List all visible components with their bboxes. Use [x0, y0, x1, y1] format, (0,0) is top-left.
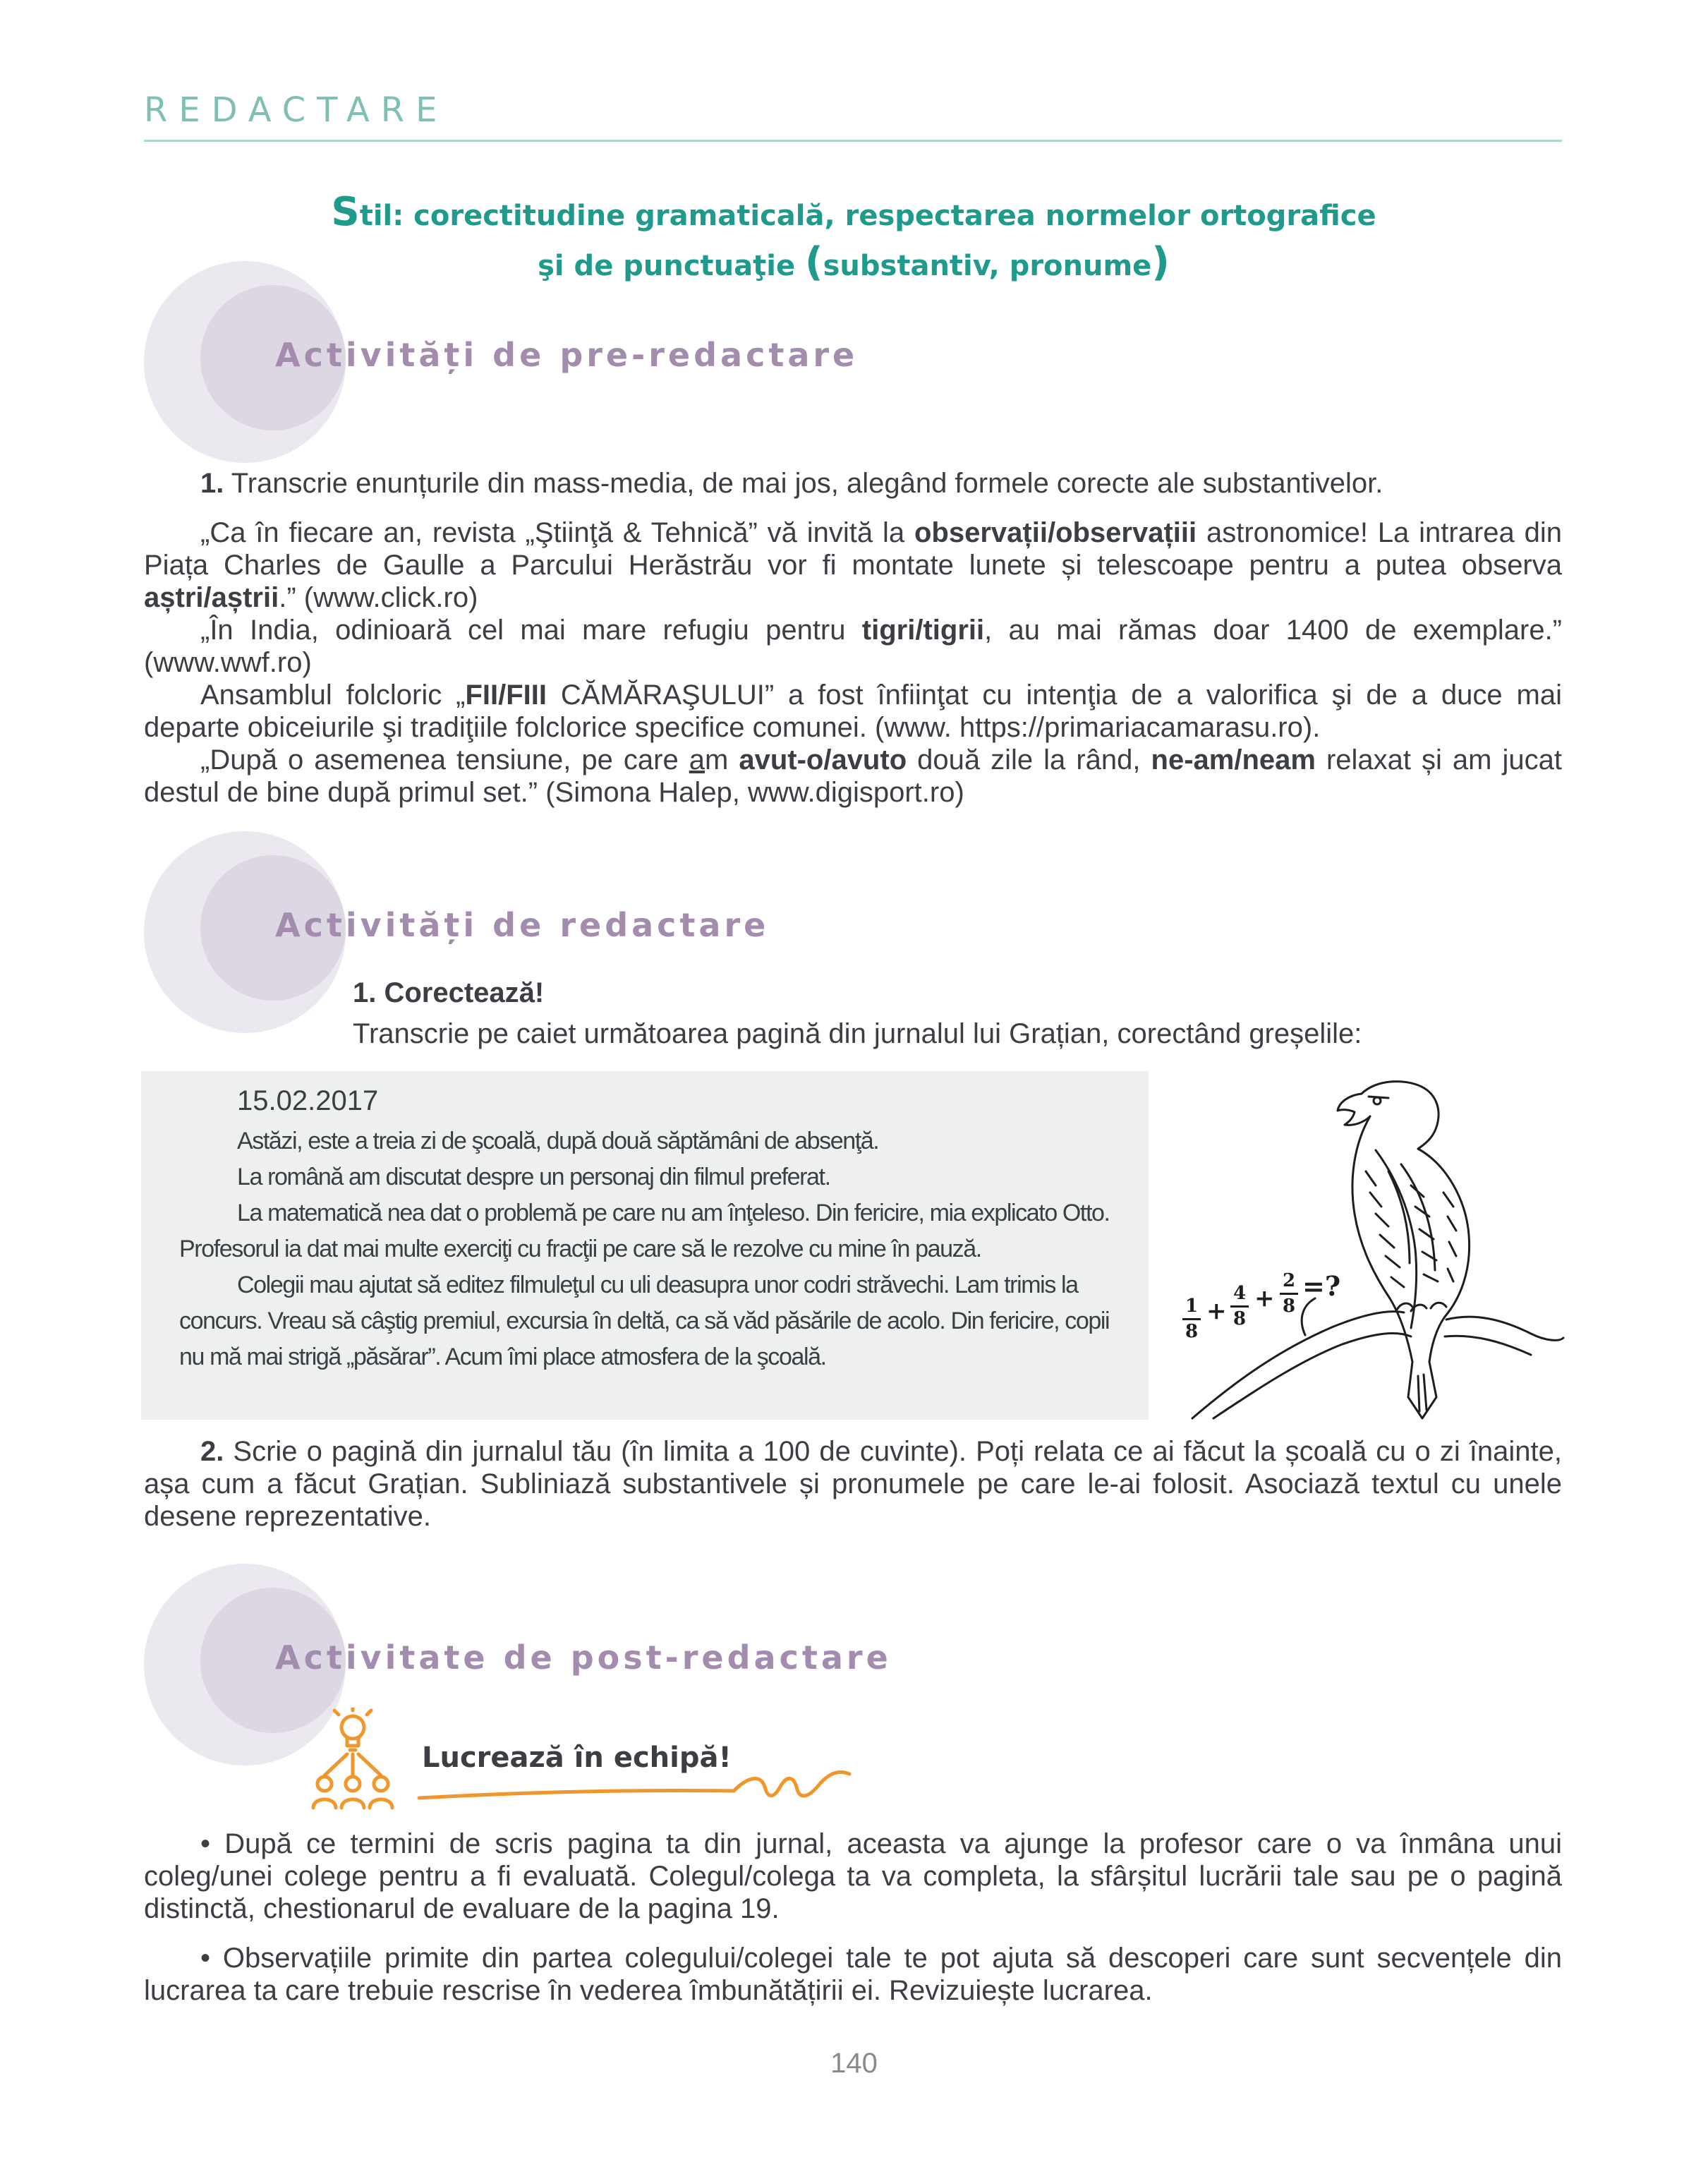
fraction-3-bar: [1280, 1293, 1298, 1295]
fraction-1-denominator: 8: [1185, 1321, 1199, 1342]
header-divider: [144, 140, 1562, 142]
journal-text: Astăzi, este a treia zi de şcoală, după două săptămâni de absenţă. La română am discutat despre un personaj din filmul preferat. La matematică nea dat o problemă pe care nu am înţeleso. Din fericire, mia explicato Otto. Profesorul ia dat mai multe exerciţi cu fracţii pe care să le rezolve cu mine în pauză. Colegii mau ajutat să editez filmuleţul cu uli deasupra unor codri străvechi. Lam trimis la concurs. Vreau să câştig premiul, excursia în deltă, ca să văd păsările de acolo. Din fericire, copii nu mă mai strigă „păsărar”. Acum îmi place atmosfera de la şcoală.: [179, 1128, 1110, 1370]
page-number: 140: [830, 2048, 878, 2079]
title-line-2: şi de punctuaţie (substantiv, pronume): [538, 239, 1170, 285]
teamwork-lightbulb-icon: [303, 1708, 402, 1813]
quote-4: „După o asemenea tensiune, pe care am avut-o/avuto două zile la rând, ne-am/neam relaxat și am jucat destul de bine după primul set.” (Simona Halep, www.digisport.ro): [144, 744, 1562, 808]
teamwork-underline-squiggle: [416, 1756, 854, 1819]
quote-1: „Ca în fiecare an, revista „Ştiinţă & Tehnică” vă invită la observații/observațiii astronomice! La intrarea din Piața Charles de Gaulle a Parcului Herăstrău vor fi montate lunete și telescoape pentru a putea observa aștri/aștrii.” (www.click.ro): [144, 517, 1562, 613]
bullet-1: • După ce termini de scris pagina ta din jurnal, aceasta va ajunge la profesor care o va înmâna unui coleg/unei colege pentru a fi evaluată. Colegul/colega ta va completa, la sfârșitul lucrării tale sau pe o pagină distinctă, chestionarul de evaluare de la pagina 19.: [144, 1828, 1562, 1924]
fraction-2-bar: [1230, 1305, 1249, 1308]
quote-3: Ansamblul folcloric „FII/FIII CĂMĂRAŞULUI” a fost înfiinţat cu intenţia de a valorifica şi de a duce mai departe obiceiurile şi tradiţiile folclorice specifice comunei. (www. https://primariacamarasu.ro).: [144, 680, 1563, 743]
page-title: [141, 189, 1566, 289]
eagle-illustration: [1164, 1066, 1566, 1425]
fraction-2-denominator: 8: [1233, 1308, 1247, 1329]
plus-sign-1: +: [1206, 1297, 1227, 1325]
section-heading-pre-redactare: Activități de pre-redactare: [275, 336, 859, 374]
fraction-2-numerator: 4: [1233, 1283, 1247, 1304]
redactare-exercise-1-title: 1. Corectează!: [353, 977, 545, 1008]
redactare-exercise-2: 2. Scrie o pagină din jurnalul tău (în limita a 100 de cuvinte). Poți relata ce ai făcut la școală cu o zi înainte, așa cum a făcut Grațian. Subliniază substantivele și pronumele pe care le-ai folosit. Asociază textul cu unele desene reprezentative.: [144, 1436, 1562, 1532]
equals-question: =?: [1302, 1270, 1341, 1302]
fraction-1-bar: [1182, 1318, 1201, 1320]
fraction-3-numerator: 2: [1283, 1270, 1296, 1291]
section-label: REDACTARE: [144, 90, 449, 130]
exercise-1-instruction: 1. Transcrie enunțurile din mass-media, de mai jos, alegând formele corecte ale substantivelor.: [200, 468, 1383, 499]
section-heading-post-redactare: Activitate de post-redactare: [275, 1638, 892, 1677]
teamwork-label: Lucrează în echipă!: [422, 1742, 732, 1774]
plus-sign-2: +: [1254, 1284, 1275, 1312]
quote-2: „În India, odinioară cel mai mare refugiu pentru tigri/tigrii, au mai rămas doar 1400 de exemplare.” (www.wwf.ro): [144, 615, 1563, 678]
title-line-1: Stil: corectitudine gramaticală, respectarea normelor ortografice: [331, 189, 1376, 235]
bullet-2: • Observațiile primite din partea colegului/colegei tale te pot ajuta să descoperi care sunt secvențele din lucrarea ta care trebuie rescrise în vederea îmbunătățirii ei. Revizuiește lucrarea.: [144, 1943, 1562, 2006]
fraction-3-denominator: 8: [1283, 1296, 1296, 1317]
redactare-exercise-1-instruction: Transcrie pe caiet următoarea pagină din jurnalul lui Grațian, corectând greșelile:: [353, 1018, 1362, 1049]
fraction-1-numerator: 1: [1185, 1296, 1199, 1317]
pre-redactare-exercise: [144, 467, 1562, 809]
post-redactare-instructions: [144, 1828, 1562, 2007]
section-heading-redactare: Activități de redactare: [275, 906, 770, 944]
journal-date: 15.02.2017: [237, 1085, 379, 1116]
